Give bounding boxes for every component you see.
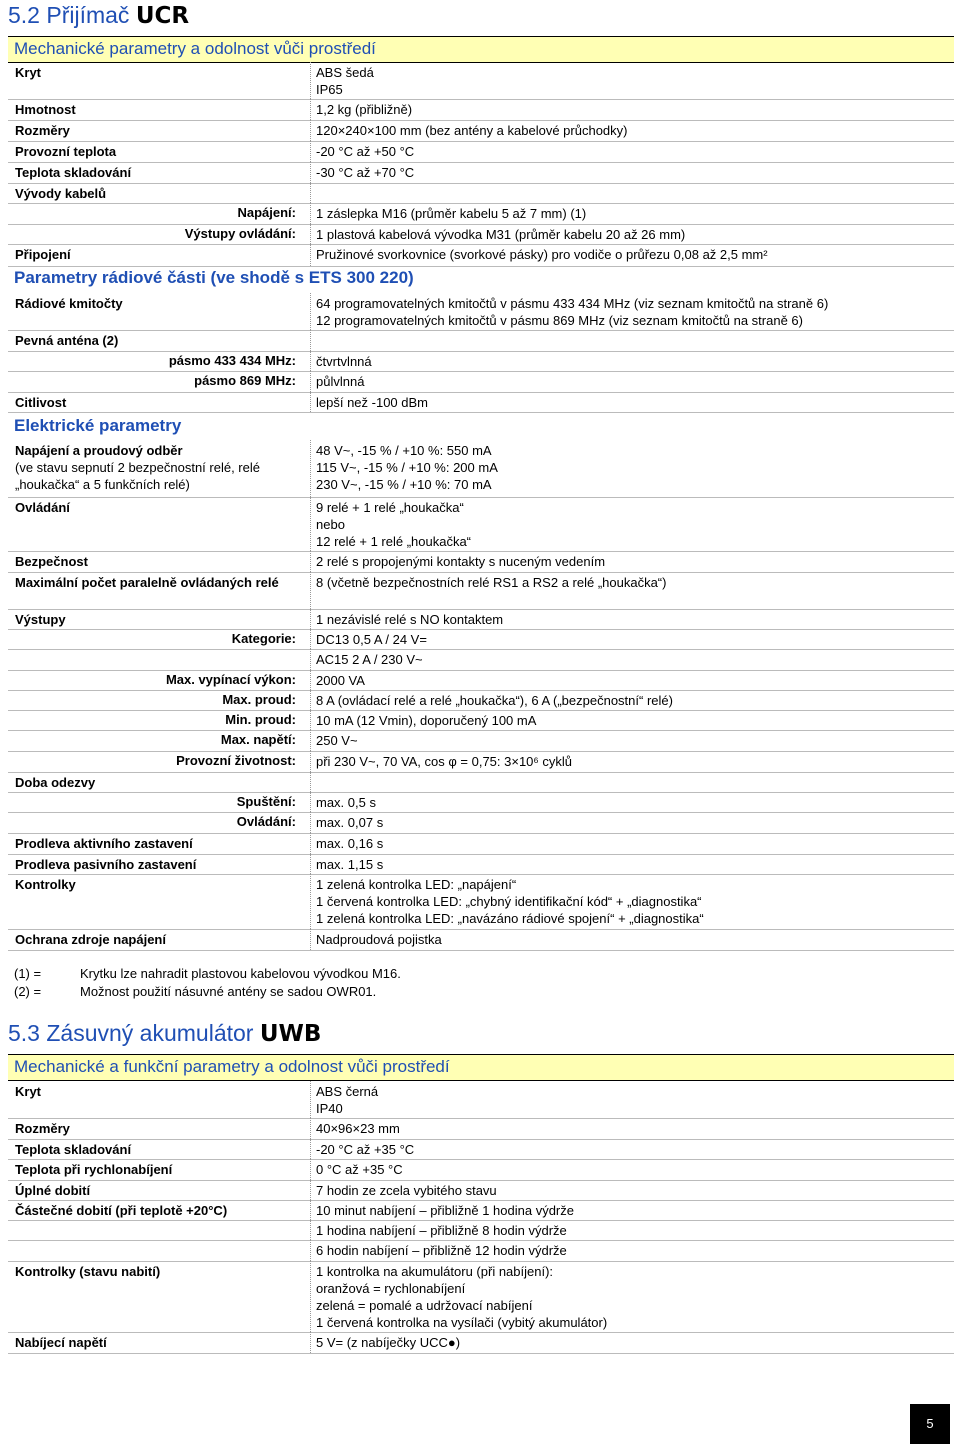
row-value: 64 programovatelných kmitočtů v pásmu 433 434 MHz (viz seznam kmitočtů na straně 6) [316, 296, 829, 311]
row-label: Úplné dobití [15, 1183, 91, 1198]
column-divider [310, 609, 311, 629]
row-value: 2 relé s propojenými kontakty s nuceným vedením [316, 554, 606, 569]
row-value: oranžová = rychlonabíjení [316, 1281, 466, 1296]
table-row [8, 1240, 954, 1262]
table-row [8, 551, 954, 573]
row-value: max. 0,5 s [316, 795, 376, 810]
note-1: (1) = Krytku lze nahradit plastovou kabelovou vývodkou M16. [14, 966, 401, 981]
table-row [8, 1180, 954, 1201]
row-label: Výstupy [15, 612, 66, 627]
column-divider [310, 371, 311, 392]
column-divider [310, 1240, 311, 1261]
column-divider [310, 1261, 311, 1332]
table-row [8, 1200, 954, 1221]
row-label: Částečné dobití (při teplotě +20°C) [15, 1203, 228, 1218]
row-sublabel: Napájení: [237, 205, 296, 220]
table-row [8, 351, 954, 372]
row-sublabel: Max. vypínací výkon: [165, 672, 296, 687]
row-value: 1 zelená kontrolka LED: „navázáno rádiové spojení“ + „diagnostika“ [316, 911, 704, 926]
row-sublabel: Ovládání: [236, 814, 296, 829]
row-sublabel: Max. napětí: [220, 732, 296, 747]
row-value: 115 V~, -15 % / +10 %: 200 mA [316, 460, 498, 475]
row-value: 0 °C až +35 °C [316, 1162, 403, 1177]
row-value: při 230 V~, 70 VA, cos φ = 0,75: 3×10⁶ cyklů [316, 754, 572, 769]
column-divider [310, 224, 311, 244]
row-sublabel: Max. proud: [222, 692, 296, 707]
row-value: 9 relé + 1 relé „houkačka“ [316, 500, 464, 515]
column-divider [310, 330, 311, 351]
column-divider [310, 120, 311, 141]
table-row [8, 330, 954, 352]
row-value: 5 V= (z nabíječky UCC●) [316, 1335, 461, 1350]
table-row [8, 854, 954, 875]
row-value: 250 V~ [316, 733, 358, 748]
row-label: Rozměry [15, 123, 70, 138]
table-row [8, 812, 954, 834]
column-divider [310, 1139, 311, 1159]
table-row [8, 371, 954, 393]
column-divider [310, 792, 311, 812]
row-value: 8 A (ovládací relé a relé „houkačka“), 6 A („bezpečnostní“ relé) [316, 693, 673, 708]
row-label: Doba odezvy [15, 775, 96, 790]
column-divider [310, 162, 311, 183]
column-divider [310, 690, 311, 710]
row-value: -30 °C až +70 °C [316, 165, 415, 180]
column-divider [310, 572, 311, 609]
row-label: Provozní teplota [15, 144, 117, 159]
table-row [8, 772, 954, 793]
column-divider [310, 812, 311, 833]
table-row [8, 392, 954, 413]
row-value: zelená = pomalé a udržovací nabíjení [316, 1298, 533, 1313]
table-row [8, 710, 954, 731]
table-row [8, 497, 954, 552]
row-label: Rozměry [15, 1121, 70, 1136]
table-row [8, 120, 954, 142]
row-value: 10 minut nabíjení – přibližně 1 hodina výdrže [316, 1203, 574, 1218]
row-label: Maximální počet paralelně ovládaných relé [15, 575, 279, 590]
column-divider [310, 497, 311, 551]
column-divider [310, 99, 311, 120]
row-label: Nabíjecí napětí [15, 1335, 107, 1350]
row-sublabel: Spuštění: [236, 794, 296, 809]
table-row [8, 730, 954, 752]
row-value: 12 programovatelných kmitočtů v pásmu 869 MHz (viz seznam kmitočtů na straně 6) [316, 313, 803, 328]
column-divider [310, 62, 311, 99]
row-label: Teplota skladování [15, 1142, 132, 1157]
column-divider [310, 751, 311, 772]
column-divider [310, 730, 311, 751]
column-divider [310, 670, 311, 690]
row-value: 40×96×23 mm [316, 1121, 400, 1136]
row-value: max. 0,16 s [316, 836, 384, 851]
table-row [8, 649, 954, 671]
table-row [8, 224, 954, 245]
row-value: DC13 0,5 A / 24 V= [316, 632, 427, 647]
column-divider [310, 772, 311, 792]
row-value: 1 hodina nabíjení – přibližně 8 hodin výdrže [316, 1223, 567, 1238]
band-accumulator: Mechanické a funkční parametry a odolnost vůči prostředí [8, 1054, 954, 1081]
table-row [8, 1081, 954, 1119]
row-value: -20 °C až +50 °C [316, 144, 415, 159]
table-row [8, 572, 954, 610]
column-divider [310, 1180, 311, 1200]
row-value: 10 mA (12 Vmin), doporučený 100 mA [316, 713, 537, 728]
row-label: Pevná anténa (2) [15, 333, 119, 348]
row-label: Prodleva pasivního zastavení [15, 857, 197, 872]
row-sublabel: pásmo 433 434 MHz: [168, 353, 296, 368]
column-divider [310, 1081, 311, 1118]
row-label: Teplota skladování [15, 165, 132, 180]
column-divider [310, 929, 311, 950]
column-divider [310, 440, 311, 497]
row-sublabel: Min. proud: [225, 712, 296, 727]
table-row [8, 629, 954, 650]
row-label: Prodleva aktivního zastavení [15, 836, 193, 851]
row-value: nebo [316, 517, 345, 532]
row-value: 1 plastová kabelová vývodka M31 (průměr kabelu 20 až 26 mm) [316, 227, 686, 242]
table-row [8, 670, 954, 691]
row-sublabel: Provozní životnost: [176, 753, 296, 768]
row-sublabel: Kategorie: [231, 631, 296, 646]
table-row [8, 62, 954, 100]
row-label: Hmotnost [15, 102, 76, 117]
column-divider [310, 203, 311, 224]
page-number: 5 [910, 1404, 950, 1444]
table-row [8, 162, 954, 184]
row-value: 120×240×100 mm (bez antény a kabelové průchodky) [316, 123, 628, 138]
column-divider [310, 710, 311, 730]
table-row [8, 1220, 954, 1241]
table-row [8, 874, 954, 930]
column-divider [310, 183, 311, 203]
row-label-note: (ve stavu sepnutí 2 bezpečnostní relé, relé „houkačka“ a 5 funkčních relé) [15, 460, 260, 492]
row-value: půlvlnná [316, 374, 365, 389]
section-52-title: 5.2 Přijímač UCR [8, 2, 190, 29]
row-value: AC15 2 A / 230 V~ [316, 652, 423, 667]
row-value: IP40 [316, 1101, 343, 1116]
table-row [8, 1159, 954, 1181]
table-row [8, 1332, 954, 1354]
column-divider [310, 1220, 311, 1240]
column-divider [310, 1200, 311, 1220]
row-value: Pružinové svorkovnice (svorkové pásky) pro vodiče o průřezu 0,08 až 2,5 mm² [316, 247, 768, 262]
row-value: max. 1,15 s [316, 857, 384, 872]
table-row [8, 183, 954, 204]
table-row [8, 833, 954, 855]
row-value: čtvrtvlnná [316, 354, 372, 369]
row-label: Kryt [15, 65, 42, 80]
column-divider [310, 629, 311, 649]
table-row [8, 609, 954, 630]
row-label: Ochrana zdroje napájení [15, 932, 166, 947]
column-divider [310, 551, 311, 572]
column-divider [310, 1159, 311, 1180]
column-divider [310, 1332, 311, 1353]
row-value: ABS šedá [316, 65, 374, 80]
table-row [8, 293, 954, 331]
table-row [8, 690, 954, 711]
row-value: 1 červená kontrolka LED: „chybný identifikační kód“ + „diagnostika“ [316, 894, 702, 909]
column-divider [310, 833, 311, 854]
table-row [8, 440, 954, 498]
row-label: Rádiové kmitočty [15, 296, 123, 311]
table-row [8, 792, 954, 813]
row-value: 1 červená kontrolka na vysílači (vybitý akumulátor) [316, 1315, 608, 1330]
table-row [8, 1118, 954, 1140]
row-value: lepší než -100 dBm [316, 395, 429, 410]
column-divider [310, 293, 311, 330]
row-label: Kontrolky [15, 877, 76, 892]
row-label: Kryt [15, 1084, 42, 1099]
row-value: 1 záslepka M16 (průměr kabelu 5 až 7 mm) (1) [316, 206, 587, 221]
row-value: max. 0,07 s [316, 815, 384, 830]
section-53-title: 5.3 Zásuvný akumulátor UWB [8, 1020, 322, 1047]
row-value: 7 hodin ze zcela vybitého stavu [316, 1183, 497, 1198]
row-value: 1 zelená kontrolka LED: „napájení“ [316, 877, 517, 892]
row-value: Nadproudová pojistka [316, 932, 442, 947]
column-divider [310, 244, 311, 266]
row-value: 1 nezávislé relé s NO kontaktem [316, 612, 504, 627]
row-sublabel: Výstupy ovládání: [184, 226, 296, 241]
column-divider [310, 854, 311, 874]
row-value: 230 V~, -15 % / +10 %: 70 mA [316, 477, 492, 492]
table-row [8, 203, 954, 225]
subheading-electrical: Elektrické parametry [14, 416, 182, 435]
subheading-radio: Parametry rádiové části (ve shodě s ETS 300 220) [14, 268, 414, 287]
row-label: Napájení a proudový odběr [15, 443, 183, 458]
row-value: 6 hodin nabíjení – přibližně 12 hodin výdrže [316, 1243, 567, 1258]
column-divider [310, 649, 311, 670]
row-value: ABS černá [316, 1084, 379, 1099]
column-divider [310, 392, 311, 412]
table-row [8, 1261, 954, 1333]
column-divider [310, 141, 311, 162]
row-value: 1,2 kg (přibližně) [316, 102, 413, 117]
row-label: Připojení [15, 247, 71, 262]
table-row [8, 929, 954, 951]
band-mechanical: Mechanické parametry a odolnost vůči prostředí [8, 36, 954, 63]
note-2: (2) = Možnost použití násuvné antény se sadou OWR01. [14, 984, 377, 999]
table-row [8, 99, 954, 121]
row-value: 12 relé + 1 relé „houkačka“ [316, 534, 472, 549]
table-row [8, 244, 954, 267]
row-sublabel: pásmo 869 MHz: [194, 373, 296, 388]
row-label: Bezpečnost [15, 554, 88, 569]
row-value: 1 kontrolka na akumulátoru (při nabíjení): [316, 1264, 554, 1279]
row-value: 48 V~, -15 % / +10 %: 550 mA [316, 443, 492, 458]
column-divider [310, 874, 311, 929]
row-label: Kontrolky (stavu nabití) [15, 1264, 161, 1279]
row-value: 8 (včetně bezpečnostních relé RS1 a RS2 a relé „houkačka“) [316, 575, 667, 590]
row-value: 2000 VA [316, 673, 365, 688]
table-row [8, 751, 954, 773]
row-value: IP65 [316, 82, 343, 97]
row-label: Teplota při rychlonabíjení [15, 1162, 173, 1177]
row-value: -20 °C až +35 °C [316, 1142, 415, 1157]
table-row [8, 141, 954, 163]
row-label: Vývody kabelů [15, 186, 107, 201]
row-label: Ovládání [15, 500, 70, 515]
table-row [8, 1139, 954, 1160]
column-divider [310, 1118, 311, 1139]
column-divider [310, 351, 311, 371]
row-label: Citlivost [15, 395, 67, 410]
